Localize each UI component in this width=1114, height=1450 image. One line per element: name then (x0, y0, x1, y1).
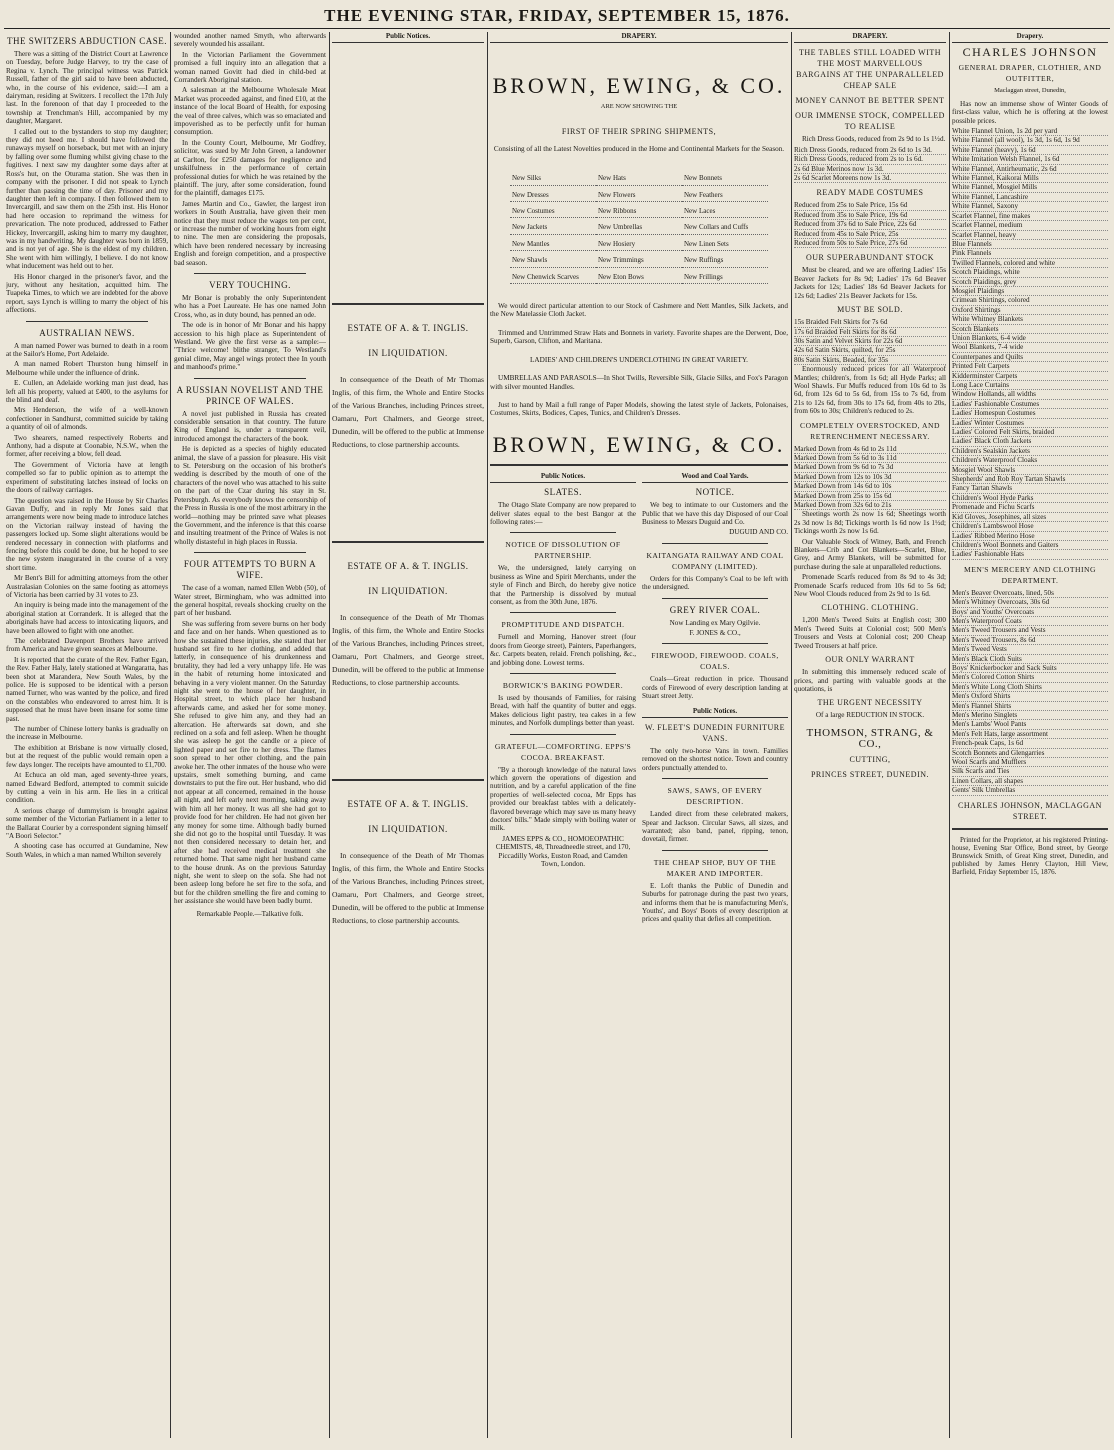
article-paragraph: He is depicted as a species of highly educated animal, the slave of a passion for pleasure. His visit to St. Petersburg on the occasion of his brother's wedding is described by the mouth of one of the characters of the novel who was attached to his suite on the part of the Czar during his stay in St. Petersburgh. As everybody knows the censorship of the Press in Russia is one of the most arbitrary in the world—nothing may be printed save what pleases the Government, and the inference is that this coarse and insulting treatment of the Prince of Wales is not wholly distasteful in high places in Russia. (174, 445, 326, 546)
goods-item: New Dresses (510, 188, 596, 202)
price-list: 15s Braided Felt Skirts for 7s 6d 17s 6d Braided Felt Skirts for 8s 6d 30s Satin and Velvet Skirts for 22s 6d 42s 6d Satin Skirts, quilted, for 25s 80s Satin Skirts, Beaded, for 35s (794, 318, 946, 365)
goods-item: Scotch Plaidings, white (952, 268, 1108, 277)
notice-title: ESTATE OF A. & T. INGLIS. (347, 323, 469, 334)
advert-paragraph: Trimmed and Untrimmed Straw Hats and Bonnets in variety. Favorite shapes are the Derwent, Doe, Superb, Garson, Clifton, and Maritana. (490, 328, 788, 346)
headline-four-attempts: FOUR ATTEMPTS TO BURN A WIFE. (183, 559, 317, 581)
goods-item: Blue Flannels (952, 240, 1108, 249)
notice-body: The Otago Slate Company are now prepared to deliver slates equal to the best Bangor at the following rates:— (490, 501, 636, 526)
goods-item: White Flannel (all wool), 1s 3d, 1s 6d, 1s 9d (952, 136, 1108, 145)
advert-heading: CLOTHING. CLOTHING. (821, 603, 919, 613)
column-rule (791, 32, 792, 1438)
news-item: The celebrated Davenport Brothers have arrived from America and have given seances at Melbourne. (6, 637, 168, 654)
goods-item: White Flannel (heavy), 1s 6d (952, 146, 1108, 155)
goods-list (510, 171, 768, 284)
section-header: Drapery. (952, 32, 1108, 43)
price-list: Reduced from 25s to Sale Price, 15s 6d Reduced from 35s to Sale Price, 19s 6d Reduced from 37s 6d to Sale Price, 22s 6d Reduced from 45s to Sale Price, 25s Reduced from 50s to Sale Price, 27s 6d (794, 201, 946, 248)
notice-signature: F. JONES & CO., (689, 628, 741, 637)
notice-title: ESTATE OF A. & T. INGLIS. (347, 799, 469, 810)
advert-line: Promenade Scarfs reduced from 8s 9d to 4s 3d; Promenade Scarfs reduced from 10s 6d to 5s 6d; New Wool Clouds reduced from 2s 9d to 1s 6d. (794, 573, 946, 599)
notice-signature: DUGUID AND CO. (729, 528, 788, 537)
goods-item: Scarlet Flannel, medium (952, 221, 1108, 230)
goods-item: New Hosiery (596, 237, 682, 251)
article-paragraph: wounded another named Smyth, who afterwards severely wounded his assailant. (174, 32, 326, 49)
sub-column-left (490, 472, 636, 926)
notice-body: We beg to intimate to our Customers and the Public that we have this day Disposed of our Coal Business to Messrs Duguid and Co. (642, 501, 788, 526)
section-header: Public Notices. (642, 707, 788, 718)
news-item: Mrs Henderson, the wife of a well-known confectioner in Sandhurst, committed suicide by taking a quantity of oil of almonds. (6, 406, 168, 432)
imprint: Printed for the Proprietor, at his registered Printing-house, Evening Star Office, Bond street, by George Brunswick Smith, of Great King street, Dunedin, and published by James Henry Clayton, Hill View, Barfield, Friday September 15, 1876. (952, 835, 1108, 876)
goods-item: Twilled Flannels, colored and white (952, 259, 1108, 268)
article-paragraph: A salesman at the Melbourne Wholesale Meat Market was proceeded against, and fined £10, at the instance of the local Board of Health, for exposing the veal of three calves, which was so emaciated and impoverished as to be perfectly unfit for human consumption. (174, 86, 326, 137)
article-paragraph: James Martin and Co., Gawler, the largest iron workers in South Australia, have given their men notice that they must reduce the wages ten per cent, or increase the number of working hours from eight to nine. The men are considering the proposals, which have been rendered necessary by increasing English and foreign competition, and a prospective bad season. (174, 199, 326, 267)
notice-body: In consequence of the Death of Mr Thomas Inglis, of this firm, the Whole and Entire Stocks of the Various Branches, including Princes street, Oamaru, Port Chalmers, and George street, Dunedin, will be offered to the public at Immense Reductions, to close partnership accounts. (332, 375, 484, 450)
advert-signature: THOMSON, STRANG, & CO., (806, 726, 934, 750)
advert-heading: MEN'S MERCERY AND CLOTHING DEPARTMENT. (963, 564, 1096, 585)
headline-abduction: THE SWITZERS ABDUCTION CASE. (7, 36, 167, 46)
price-list: Rich Dress Goods, reduced from 2s 6d to 1s 3d. Rich Dress Goods, reduced from 2s to 1s 6d. 2s 6d Blue Merinos now 1s 3d. 2s 6d Scarlet Moreens now 1s 3d. (794, 146, 946, 184)
advert-paragraph: Has now an immense show of Winter Goods of first-class value, which he is offering at the lowest possible prices. (952, 99, 1108, 125)
column-5 (794, 32, 946, 1438)
notice-body: Furnell and Morning, Hanover street (four doors from George street), Painters, Paperhangers, &c. Carpets beaten, relaid. French polishing, &c., and jobbing done. Lowest terms. (490, 633, 636, 667)
column-rule (329, 32, 330, 1438)
sub-columns (490, 472, 788, 926)
goods-item: New Chenwick Scarves (510, 270, 596, 284)
article-paragraph: A novel just published in Russia has created considerable sensation in that country. The future King of England is, under a transparent veil, introduced amongst the characters of the book. (174, 409, 326, 443)
notice-body: We, the undersigned, lately carrying on business as Wine and Spirit Merchants, under the style of Finch and Birch, do hereby give notice that the Partnership is dissolved by mutual consent, as from the 30th June, 1876. (490, 564, 636, 606)
notice-body: Orders for this Company's Coal to be left with the undersigned. (642, 574, 788, 592)
goods-list: Union Blankets, 6-4 wide Wool Blankets, 7-4 wide Counterpanes and Quilts Printed Felt Carpets Kidderminster Carpets Long Lace Curtains Window Hollands, all widths Ladies' Fashionable Costumes Ladies' Homespun Costumes Ladies' Winter Costumes Ladies' Colored Felt Skirts, braided Ladies' Black Cloth Jackets Children's Sealskin Jackets Children's Waterproof Cloaks Mosgiel Wool Shawls Shepherds' and Rob Roy Tartan Shawls Fancy Tartan Shawls Children's Wool Hyde Parks Promenade and Fichu Scarfs Kid Gloves, Josephines, all sizes Children's Lambswool Hose Ladies' Ribbed Merino Hose Children's Wool Bonnets and Gaiters Ladies' Fashionable Hats (952, 334, 1108, 560)
news-item: The exhibition at Brisbane is now virtually closed, but at the request of the public would remain open a few days longer. The receipts have amounted to £1,700. (6, 743, 168, 769)
headline-russian-novelist: A RUSSIAN NOVELIST AND THE PRINCE OF WALES. (176, 384, 324, 406)
goods-item: Pink Flannels (952, 249, 1108, 258)
goods-item: White Whitney Blankets (952, 315, 1108, 324)
advert-paragraph: LADIES' AND CHILDREN'S UNDERCLOTHING IN GREAT VARIETY. (530, 355, 748, 364)
goods-item: New Linen Sets (682, 237, 768, 251)
news-item: A man named Power was burned to death in a room at the Sailor's Home, Port Adelaide. (6, 341, 168, 358)
goods-item: White Flannel, Saxony (952, 202, 1108, 211)
advert-heading: COMPLETELY OVERSTOCKED, AND RETRENCHMENT NECESSARY. (800, 420, 940, 441)
advert-line: Must be cleared, and we are offering Ladies' 15s Beaver Jackets for 8s 9d; Ladies' 17s 6d Beaver Jackets for 12s; Ladies' 18s 6d Beaver Jackets for 12s 6d; Ladies' 21s Beaver Jackets for 15s. (794, 266, 946, 300)
article-paragraph: The ode is in honor of Mr Bonar and his happy accession to his high place as Superintendent of Westland. We give the first verse as a sample:— "Thrice welcome! blithe stranger, To Westland's genial clime, May angel wings protect thee In youth and manhood's prime." (174, 321, 326, 372)
news-item: It is reported that the curate of the Rev. Father Egan, the Rev. Father Haly, lately stationed at Wangaratta, has been shot at Marandera, New South Wales, by the police. He is supposed to be identical with a person named Turner, who was wanted by the police, and fired on the constables who endeavored to arrest him. It is supposed that he must have been insane for some time past. (6, 655, 168, 723)
goods-item: Scotch Plaidings, grey (952, 278, 1108, 287)
article-paragraph: Mr Bonar is probably the only Superintendent who has a Poet Laureate. He has one named John Cross, who, as in duty bound, has penned an ode. (174, 293, 326, 319)
notice-title: KAITANGATA RAILWAY AND COAL COMPANY (LIMITED). (646, 550, 784, 571)
article-paragraph: There was a sitting of the District Court at Lawrence on Tuesday, before Judge Harvey, to try the case of Regina v. Lynch. The principal witness was Patrick Russell, father of the girl said to have been abducted, who, in the course of his evidence, said:—I am a dairyman, residing at Switzers. I recollect the 17th July last. In the forenoon of that day I proceeded to the township at Trenchman's Hill, accompanied by my daughter, Margaret. (6, 50, 168, 126)
column-rule (487, 32, 488, 1438)
advert-line: Our Valuable Stock of Witney, Bath, and French Blankets—Crib and Cot Blankets—Scarlet, Blue, Grey, and Army Blankets, will be submitted for purchase during the sale at unparalleled reductions. (794, 537, 946, 571)
column-2 (174, 32, 326, 1438)
advert-line: Sheetings worth 2s now 1s 6d; Sheetings worth 2s 3d now 1s 8d; Tickings worth 1s 6d now 1s 1½d; Tickings worth 2s now 1s 6d. (794, 510, 946, 536)
notice-subtitle: IN LIQUIDATION. (368, 586, 448, 597)
news-item: At Echuca an old man, aged seventy-three years, named Edward Bedford, attempted to commit suicide by cutting a vein in his arm. He lies in a critical condition. (6, 771, 168, 805)
goods-item: New Mantles (510, 237, 596, 251)
news-item: The number of Chinese lottery banks is gradually on the increase in Melbourne. (6, 725, 168, 742)
news-item: The question was raised in the House by Sir Charles Gavan Duffy, and in reply Mr Jones said that arrangements were now being made to introduce latches on the Victorian railway instead of having the passengers locked up. Some slight alterations would be rendered necessary in connection with platforms and fencing before this could be done, but he hoped to see the new system inaugurated in the course of a very short time. (6, 496, 168, 572)
goods-item: Scotch Blankets (952, 325, 1108, 334)
advert-paragraph: Just to hand by Mail a full range of Paper Models, showing the latest style of Jackets, Polonaises, Costumes, Skirts, Bodices, Capes, Tunics, and Children's Dresses. (490, 400, 788, 418)
advert-line: 1,200 Men's Tweed Suits at English cost; 300 Men's Tweed Suits at Colonial cost; 500 Men's Trousers and Vests at Colonial cost; 200 Cheap Tweed Trousers at half price. (794, 616, 946, 650)
article-footer: Remarkable People.—Talkative folk. (196, 909, 304, 918)
goods-item: New Umbrellas (596, 220, 682, 234)
goods-item: New Collars and Cuffs (682, 220, 768, 234)
advert-heading: FIRST OF THEIR SPRING SHIPMENTS, (561, 126, 717, 136)
article-paragraph: His Honor charged in the prisoner's favor, and the jury, without any hesitation, acquitted him. The Tuapeka Times, to which we are indebted for the above report, says Lynch is willing to marry the object of his affections. (6, 272, 168, 315)
news-item: Mr Bent's Bill for admitting attorneys from the other Australasian Colonies on the same footing as attorneys of Victoria has been carried by 31 votes to 23. (6, 574, 168, 599)
goods-item: New Bonnets (682, 171, 768, 185)
advert-heading: OUR ONLY WARRANT (825, 655, 915, 665)
goods-item: Oxford Shirtings (952, 306, 1108, 315)
article-paragraph: She was suffering from severe burns on her body and face and on her hands. When questioned as to how she sustained these injuries, she stated that her husband set fire to her clothing, and added that latterly, in consequence of his drunkenness and brutality, they had led a very unhappy life. He was in the habit of returning home intoxicated and behaving in a very violent manner. On the Saturday night she went to the house of her daughter, in Hospital street, to which place her husband afterwards came, and asked her for some money. She refused to give him any, and they had an altercation. He afterwards sat down, and she reclined on a sofa and fell asleep. When he thought she was asleep he got the candle or a piece of lighted paper and set fire to her dress. The flames soon spread to her other clothing, and the pain awoke her. The other inmates of the house who were upstairs, smelt something burning, and came downstairs to put the fire out. Her husband, who did not appear at all concerned, remained in the house all night, and left early next morning, taking away with him all her money. It was all she had got to provide food for her children. He had not given her any money for some time. Although badly burned she did not go to the hospital until Tuesday. It was not then considered necessary to detain her, and after she had received medical treatment she returned home. That same night her husband came to the house drunk. As on the previous Saturday night, she went to sleep on the sofa. She had not been asleep long before he set fire to the sofa, and but for the children smelling the fire and coming to her assistance she would have been badly burnt. (174, 619, 326, 906)
notice-title: SLATES. (544, 487, 582, 498)
column-rule (949, 32, 950, 1438)
advert-paragraph: UMBRELLAS AND PARASOLS—In Shot Twills, Reversible Silk, Glacie Silks, and Fox's Paragon with silver mounted Handles. (490, 374, 788, 391)
notice-title: ESTATE OF A. & T. INGLIS. (347, 561, 469, 572)
goods-item: White Flannel, Antirheumatic, 2s 6d (952, 165, 1108, 174)
goods-item: New Trimmings (596, 253, 682, 267)
goods-item: White Flannel, Kaikorai Mills (952, 174, 1108, 183)
section-header: Public Notices. (490, 472, 636, 483)
masthead (4, 4, 1110, 29)
goods-item: Crimean Shirtings, colored (952, 296, 1108, 305)
section-header: DRAPERY. (794, 32, 946, 43)
goods-list: Men's Beaver Overcoats, lined, 50s Men's Whitney Overcoats, 30s 6d Boys' and Youths' Overcoats Men's Waterproof Coats Men's Tweed Trousers and Vests Men's Tweed Trousers, 8s 6d Men's Tweed Vests Men's Black Cloth Suits Boys' Knickerbocker and Sack Suits Men's Colored Cotton Shirts Men's White Long Cloth Shirts Men's Oxford Shirts Men's Flannel Shirts Men's Merino Singlets Men's Lambs' Wool Pants Men's Felt Hats, large assortment French-peak Caps, 1s 6d Scotch Bonnets and Glengarries Wool Scarfs and Mufflers Silk Scarfs and Ties Linen Collars, all shapes Gents' Silk Umbrellas (952, 589, 1108, 796)
column-4 (490, 32, 788, 1438)
notice-title: FIREWOOD, FIREWOOD. COALS, COALS. (651, 651, 779, 672)
notice-subtitle: IN LIQUIDATION. (368, 348, 448, 359)
advert-line: Rich Dress Goods, reduced from 2s 9d to 1s 1½d. (802, 135, 946, 144)
advert-line: Enormously reduced prices for all Waterproof Mantles; children's, from 1s 6d; all Hyde Parks; all Wool Shawls. Fur Muffs reduced from 10s 6d to 3s 6d, from 12s 6d to 5s 6d, from 15s to 7s 6d, from 21s to 12s 6d, from 30s to 17s 6d, from 40s to 20s, from 60s to 30s; Children's reduced to 2s. (794, 365, 946, 416)
notice-body: Landed direct from these celebrated makers, Spear and Jackson. Circular Saws, all sizes, and warranted; also band, panel, ripping, tenon, dovetail, firmer. (642, 810, 788, 844)
notice-title: GRATEFUL—COMFORTING. EPPS'S COCOA. BREAKFAST. (494, 741, 632, 762)
notice-body: E. Loft thanks the Public of Dunedin and Suburbs for patronage during the past two years, and informs them that he is manufacturing Men's, Youths', and Boys' Boots of every description at prices and quality that defies all competition. (642, 881, 788, 924)
advert-paragraph: We would direct particular attention to our Stock of Cashmere and Nett Mantles, Silk Jackets, and the New Matelassie Cloth Jacket. (490, 302, 788, 319)
advert-line: ARE NOW SHOWING THE (600, 103, 678, 111)
column-1 (6, 32, 168, 1438)
section-header: DRAPERY. (490, 32, 788, 43)
advert-heading: OUR IMMENSE STOCK, COMPELLED TO REALISE (795, 111, 945, 132)
notice-title: SAWS, SAWS, OF EVERY DESCRIPTION. (667, 786, 763, 807)
advert-title: BROWN, EWING, & CO. (492, 431, 786, 457)
notice-body: Is used by thousands of Families, for raising Bread, with half the quantity of butter and eggs. Makes delicious light pastry, tea cakes in a few minutes, and Norfolk dumplings better than yeast. (490, 694, 636, 728)
notice-title: BORWICK'S BAKING POWDER. (502, 681, 624, 690)
news-item: A man named Robert Thurston hung himself in Melbourne while under the influence of drink. (6, 360, 168, 377)
advert-heading: OUR SUPERABUNDANT STOCK (805, 253, 935, 263)
news-item: A serious charge of dummyism is brought against some member of the Victorian Parliament in a letter to the Ballarat Courier by a correspondent signing himself "A Boori Selector." (6, 806, 168, 840)
goods-item: New Feathers (682, 188, 768, 202)
column-rule (170, 32, 171, 1438)
goods-item: Scarlet Flannel, heavy (952, 231, 1108, 240)
goods-item: New Laces (682, 204, 768, 218)
goods-item: New Eton Bows (596, 270, 682, 284)
advert-heading: READY MADE COSTUMES (816, 188, 924, 198)
advert-heading: MUST BE SOLD. (837, 305, 903, 315)
advert-signature: CHARLES JOHNSON, MACLAGGAN STREET. (958, 800, 1102, 821)
advert-signature-line: PRINCES STREET, DUNEDIN. (810, 769, 930, 779)
news-item: Two shearers, named respectively Roberts and Anthony, had a dispute at Coonabie, N.S.W., when the former, after receiving a blow, fell dead. (6, 433, 168, 459)
goods-item: New Flowers (596, 188, 682, 202)
article-paragraph: The case of a woman, named Ellen Webb (50), of Water street, Birmingham, who was admitted into the general hospital, reveals shocking cruelty on the part of her husband. (174, 584, 326, 618)
advert-line: In submitting this immensely reduced scale of prices, and parting with valuable goods at the quotations, is (794, 668, 946, 693)
headline-australian-news: AUSTRALIAN NEWS. (39, 327, 135, 338)
masthead-title: THE EVENING STAR, FRIDAY, SEPTEMBER 15, 1876. (324, 6, 790, 25)
news-item: A shooting case has occurred at Gundamine, New South Wales, in which a man named Whilton severely (6, 842, 168, 859)
advert-title: CHARLES JOHNSON (962, 45, 1098, 60)
advert-line: Consisting of all the Latest Novelties produced in the Home and Continental Markets for the Season. (493, 144, 785, 153)
goods-item: New Jackets (510, 220, 596, 234)
section-header: Public Notices. (332, 32, 484, 43)
goods-item: New Costumes (510, 204, 596, 218)
newspaper-page (4, 4, 1110, 1438)
goods-item: New Silks (510, 171, 596, 185)
news-item: An inquiry is being made into the management of the aboriginal station at Corranderk. It is alleged that the aboriginals have had access to intoxicating liquors, and have been allowed to fight with one another. (6, 601, 168, 635)
article-paragraph: In the County Court, Melbourne, Mr Godfrey, solicitor, was sued by Mr John Green, a landowner at Carlton, for £250 damages for negligence and unskilfulness in the performance of certain professional duties for which he was retained by the plaintiff. The jury, after some consideration, found for the plaintiff, damages £175. (174, 138, 326, 198)
news-item: E. Cullen, an Adelaide working man just dead, has left all his property, valued at £400, to the asylums for the blind and deaf. (6, 379, 168, 405)
notice-title: W. FLEET'S DUNEDIN FURNITURE VANS. (644, 723, 786, 743)
goods-item: White Imitation Welsh Flannel, 1s 6d (952, 155, 1108, 164)
section-header: Wood and Coal Yards. (642, 472, 788, 483)
notice-body: Coals—Great reduction in price. Thousand cords of Firewood of every description landing at Stuart street Jetty. (642, 675, 788, 701)
goods-list (952, 127, 1108, 334)
advert-heading: THE URGENT NECESSITY (817, 698, 923, 708)
headline-very-touching: VERY TOUCHING. (209, 279, 291, 290)
goods-item: White Flannel, Lancashire (952, 193, 1108, 202)
goods-item: Scarlet Flannel, fine makes (952, 212, 1108, 221)
advert-title: BROWN, EWING, & CO. (492, 73, 786, 99)
advert-heading: GENERAL DRAPER, CLOTHIER, AND OUTFITTER, (958, 63, 1102, 84)
notice-title: NOTICE OF DISSOLUTION OF PARTNERSHIP. (505, 540, 621, 561)
article-paragraph: I called out to the bystanders to stop my daughter; they did not heed me. I should have followed the runaways myself on horseback, but met with an injury by falling over some fluming whilst giving chase to the fugitives. I next saw my daughter some days after at Ross's hut, on the Oturama station. She was then in company with the prisoner. I did not speak to Lynch further than passing the time of day. Prisoner and my daughter then left in company. I then followed them to Invercargill, and saw them on the 25th inst. His Honor had here occasion to reprimand the witness for prevarication. The note produced, addressed to Father Hickey, Invercargill, asking him to marry my daughter, was in my handwriting. My daughter was born in 1859, and is not yet of age. She is the eldest of my children. She went with him willingly, I believe. I do not know what inducement was held out to her. (6, 127, 168, 271)
notice-body: The only two-horse Vans in town. Families removed on the shortest notice. Town and country orders punctually attended to. (642, 747, 788, 772)
notice-body: In consequence of the Death of Mr Thomas Inglis, of this firm, the Whole and Entire Stocks of the Various Branches, including Princes street, Oamaru, Port Chalmers, and George street, Dunedin, will be offered to the public at Immense Reductions, to close partnership accounts. (332, 613, 484, 688)
news-item: The Government of Victoria have at length compelled so far to public opinion as to attempt the experiment of substituting latches instead of locks on the doors of railway carriages. (6, 460, 168, 495)
goods-item: New Frillings (682, 270, 768, 284)
notice-body: "By a thorough knowledge of the natural laws which govern the operations of digestion and nutrition, and by a careful application of the fine properties of well-selected cocoa, Mr Epps has provided our breakfast tables with a delicately-flavored beverage which may save us many heavy doctors' bills." Made simply with boiling water or milk. (490, 765, 636, 833)
notice-title: THE CHEAP SHOP, BUY OF THE MAKER AND IMPORTER. (653, 857, 777, 878)
advert-address: Maclaggan street, Dunedin, (994, 87, 1066, 95)
column-3 (332, 32, 484, 1438)
column-6 (952, 32, 1108, 1438)
article-paragraph: In the Victorian Parliament the Government promised a full inquiry into an allegation that a woman named Govitt had died in child-bed at Corranderk Aboriginal station. (174, 50, 326, 85)
goods-item: White Flannel, Mosgiel Mills (952, 183, 1108, 192)
advert-heading: THE TABLES STILL LOADED WITH THE MOST MARVELLOUS BARGAINS AT THE UNPARALLELED CHEAP SALE (796, 48, 944, 91)
notice-body: In consequence of the Death of Mr Thomas Inglis, of this firm, the Whole and Entire Stocks of the Various Branches, including Princes street, Oamaru, Port Chalmers, and George street, Dunedin, will be offered to the public at Immense Reductions, to close partnership accounts. (332, 851, 484, 926)
goods-item: Mosgiel Plaidings (952, 287, 1108, 296)
price-list: Marked Down from 4s 6d to 2s 11d Marked Down from 5s 6d to 3s 11d Marked Down from 9s 6d to 7s 3d Marked Down from 12s to 10s 3d Marked Down from 14s 6d to 10s Marked Down from 25s to 15s 6d Marked Down from 32s 6d to 21s (794, 445, 946, 511)
advert-signature-line: CUTTING, (849, 754, 891, 764)
sub-column-right (642, 472, 788, 926)
advert-heading: MONEY CANNOT BE BETTER SPENT (795, 96, 945, 106)
advert-line: Of a large REDUCTION IN STOCK. (815, 711, 925, 720)
goods-item: New Shawls (510, 253, 596, 267)
notice-title: NOTICE. (695, 487, 735, 498)
notice-title: PROMPTITUDE AND DISPATCH. (501, 620, 625, 630)
goods-item: White Flannel Union, 1s 2d per yard (952, 127, 1108, 136)
notice-body: Now Landing ex Mary Ogilvie. (669, 618, 761, 627)
notice-subtitle: IN LIQUIDATION. (368, 824, 448, 835)
goods-item: New Ribbons (596, 204, 682, 218)
notice-signature: JAMES EPPS & CO., HOMOEOPATHIC CHEMISTS, 48, Threadneedle street, and 170, Piccadilly Works, Euston Road, and Camden Town, London. (495, 834, 631, 869)
goods-item: New Ruffings (682, 253, 768, 267)
goods-item: New Hats (596, 171, 682, 185)
notice-title: GREY RIVER COAL. (669, 604, 761, 615)
